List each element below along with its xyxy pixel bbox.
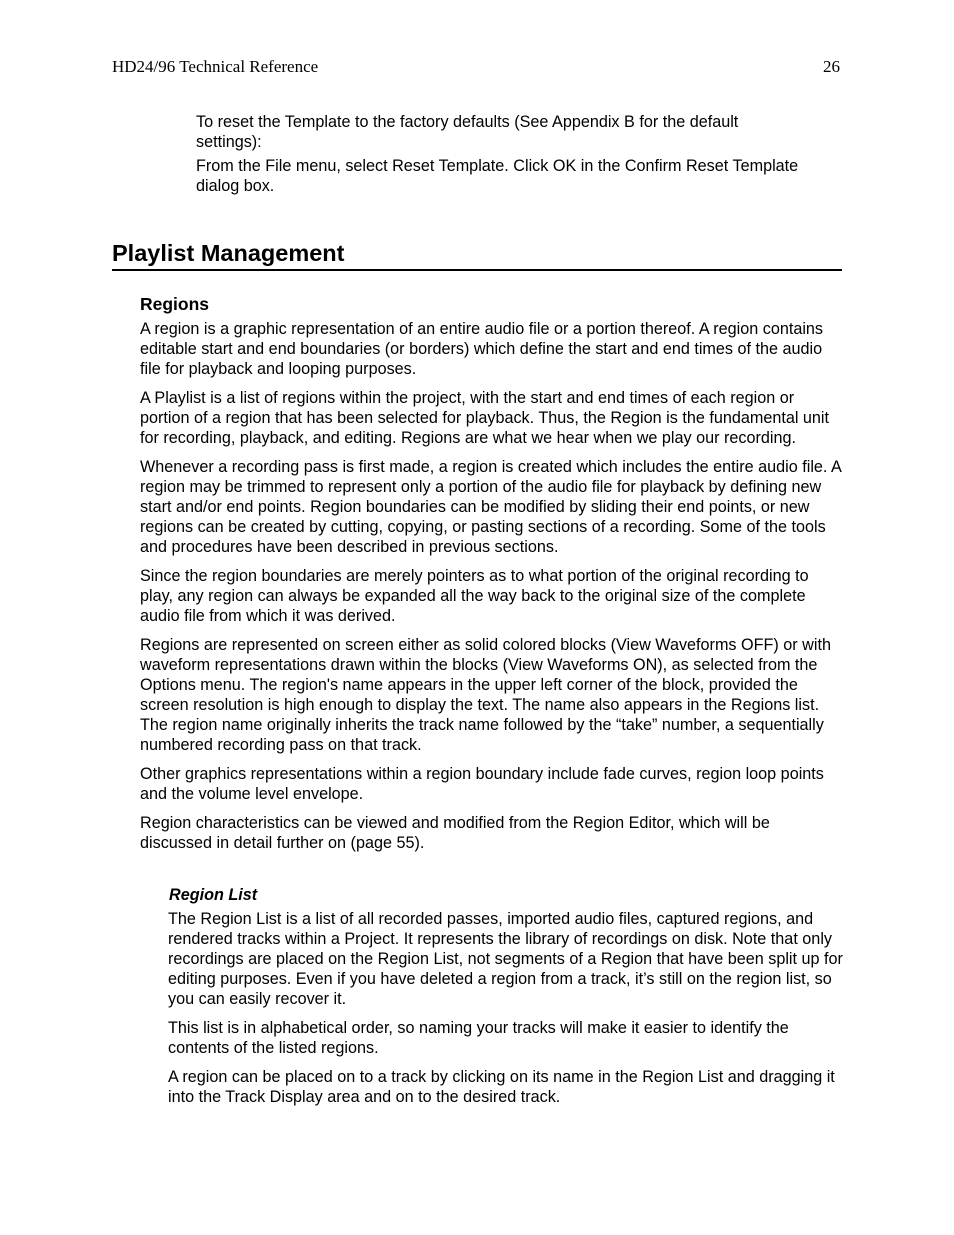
regions-paragraph-3: Whenever a recording pass is first made, a region is created which includes the entire audio file. A region may be trimmed to represent only a portion of the audio file for playback by defining new start and/or end points. Region boundaries can be modified by sliding their end points, or new regions can be created by cutting, copying, or pasting sections of a recording. Some of the tools and procedures have been described in previous sections. (140, 458, 841, 556)
regions-body (140, 319, 846, 862)
regions-paragraph-4: Since the region boundaries are merely pointers as to what portion of the original recording to play, any region can always be expanded all the way back to the original size of the complete audio file from which it was derived. (140, 567, 809, 625)
regions-heading: Regions (140, 294, 210, 314)
regions-paragraph-7: Region characteristics can be viewed and modified from the Region Editor, which will be discussed in detail further on (page 55). (140, 814, 770, 852)
intro-paragraph-2: From the File menu, select Reset Template. Click OK in the Confirm Reset Template dialog box. (196, 157, 799, 195)
region-list-paragraph-3: A region can be placed on to a track by clicking on its name in the Region List and dragging it into the Track Display area and on to the desired track. (168, 1068, 835, 1106)
page-number: 26 (823, 57, 840, 76)
regions-paragraph-1: A region is a graphic representation of an entire audio file or a portion thereof. A region contains editable start and end boundaries (or borders) which define the start and end times of the audio file for playback and looping purposes. (140, 320, 824, 378)
running-header (112, 56, 840, 78)
intro-block (196, 112, 806, 200)
region-list-paragraph-2: This list is in alphabetical order, so naming your tracks will make it easier to identify the contents of the listed regions. (168, 1019, 789, 1057)
regions-paragraph-2: A Playlist is a list of regions within the project, with the start and end times of each region or portion of a region that has been selected for playback. Thus, the Region is the fundamental unit for recording, playback, and editing. Regions are what we hear when we play our recording. (140, 389, 830, 447)
regions-paragraph-6: Other graphics representations within a region boundary include fade curves, region loop points and the volume level envelope. (140, 765, 824, 803)
section-title: Playlist Management (112, 239, 842, 271)
regions-paragraph-5: Regions are represented on screen either as solid colored blocks (View Waveforms OFF) or with waveform representations drawn within the blocks (View Waveforms ON), as selected from the Options menu. The region's name appears in the upper left corner of the block, provided the screen resolution is high enough to display the text. The name also appears in the Regions list. The region name originally inherits the track name followed by the “take” number, a sequentially numbered recording pass on that track. (140, 636, 831, 754)
region-list-paragraph-1: The Region List is a list of all recorded passes, imported audio files, captured regions, and rendered tracks within a Project. It represents the library of recordings on disk. Note that only recordings are placed on the Region List, not segments of a Region that have been split up for editing purposes. Even if you have deleted a region from a track, it’s still on the region list, so you can easily recover it. (168, 910, 843, 1008)
region-list-heading: Region List (169, 886, 258, 904)
intro-paragraph-1: To reset the Template to the factory defaults (See Appendix B for the default settings): (196, 113, 739, 151)
document-title: HD24/96 Technical Reference (112, 57, 319, 76)
region-list-body (168, 909, 844, 1116)
